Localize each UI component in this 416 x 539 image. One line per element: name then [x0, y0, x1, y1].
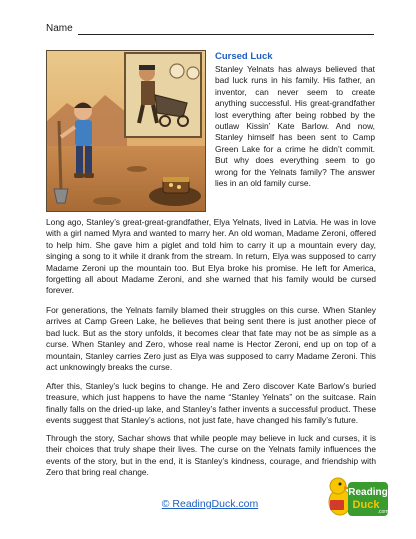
logo-word-duck: Duck [352, 499, 380, 511]
paragraph-4: After this, Stanley’s luck begins to change. He and Zero discover Kate Barlow’s buried treasure, which just happens to have the name “Stanley Yelnats” on the suitcase. Rain finally falls on the dried-up lake, and Stanley’s father invents a successful product. These events suggest that Stanley’s actions, not just fate, have changed his family’s future. [46, 381, 376, 426]
paragraph-3: For generations, the Yelnats family blamed their struggles on this curse. When Stanley arrives at Camp Green Lake, he believes that being sent there is just another piece of bad luck. But as the story unfolds, it becomes clear that fate may not be as simple as a curse. When Stanley and Zero, whose real name is Hector Zeroni, end up on top of a mountain, Stanley carries Zero just as Elya was supposed to carry Madame Zeroni. This act unknowingly breaks the curse. [46, 305, 376, 373]
story-illustration [46, 50, 206, 212]
boy-with-shovel-and-treasure-illustration [47, 51, 205, 211]
name-field-row [46, 23, 376, 37]
duck-mascot-icon [326, 472, 390, 524]
paragraph-5: Through the story, Sachar shows that while people may believe in luck and curses, it is their choices that truly shape their lives. The curse on the Yelnats family influences the events of the story, but in the end, it is Stanley’s kindness, courage, and friendship with Zero that bring real change. [46, 433, 376, 478]
name-label: Name [46, 23, 73, 34]
logo-suffix: .com [377, 509, 389, 515]
paragraph-1: Stanley Yelnats has always believed that bad luck runs in his family. His father, an inventor, can never seem to create anything successful. His great-grandfather lost everything after being robbed by the outlaw Kissin’ Kate Barlow. And now, Stanley himself has been sent to Camp Green Lake for a crime he didn’t commit. But why does everything seem to go wrong for the Yelnats family? The answer lies in an old family curse. [215, 64, 375, 189]
footer-site-link[interactable]: © ReadingDuck.com [161, 498, 259, 510]
paragraph-2: Long ago, Stanley’s great-great-grandfather, Elya Yelnats, lived in Latvia. He was in love with a girl named Myra and wanted to marry her. An old woman, Madame Zeroni, offered to help him. She gave him a piglet and told him to carry it up a mountain every day, singing a song to it while it drank from the stream. In return, Elya was supposed to carry Madame Zeroni up the mountain too. But Elya broke his promise. He left for America, forgetting all about Madame Zeroni, and she warned that his family would be cursed forever. [46, 217, 376, 296]
name-write-line [78, 34, 374, 35]
reading-duck-logo [326, 472, 390, 524]
logo-word-reading: Reading [348, 487, 388, 498]
story-title: Cursed Luck [215, 51, 273, 62]
